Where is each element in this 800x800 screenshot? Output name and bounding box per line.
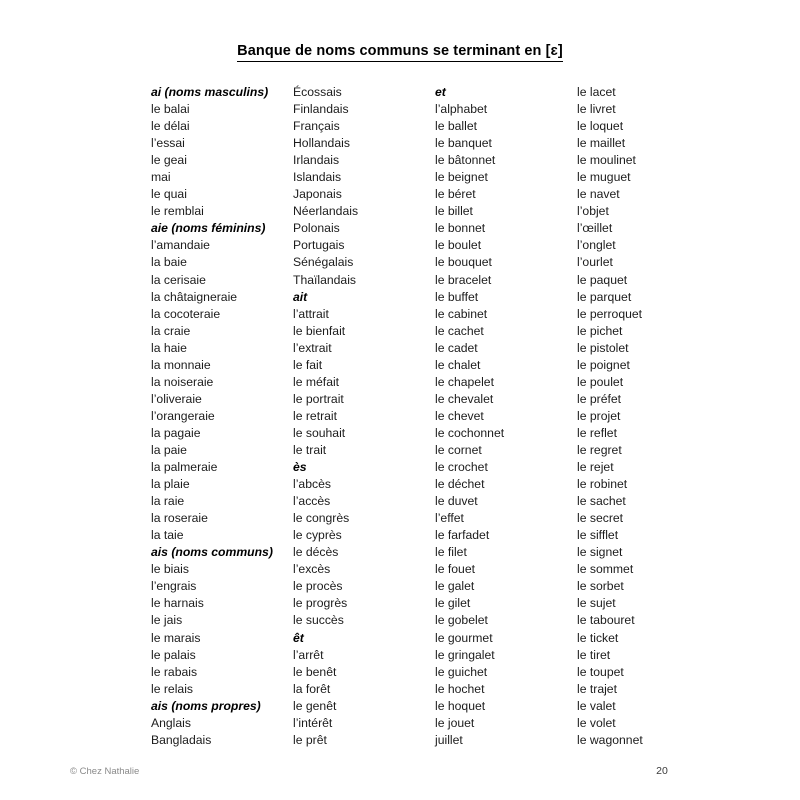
word-entry: le signet: [577, 545, 623, 560]
word-entry: le volet: [577, 715, 616, 730]
word-entry: Bangladais: [151, 732, 212, 747]
category-heading: ès: [293, 460, 307, 475]
word-entry: le navet: [577, 187, 620, 202]
word-entry: l’oliveraie: [151, 391, 202, 406]
word-entry: le gobelet: [435, 613, 488, 628]
word-entry: le ballet: [435, 119, 478, 134]
word-entry: Finlandais: [293, 102, 349, 117]
word-entry: le cochonnet: [435, 425, 505, 440]
word-entry: Néerlandais: [293, 204, 359, 219]
word-entry: le sommet: [577, 562, 634, 577]
word-entry: la châtaigneraie: [151, 289, 238, 304]
word-entry: le trajet: [577, 681, 617, 696]
word-entry: Thaïlandais: [293, 272, 357, 287]
word-entry: le bienfait: [293, 323, 346, 338]
category-heading: ais (noms propres): [151, 698, 261, 713]
word-entry: le remblai: [151, 204, 204, 219]
column-4: [577, 84, 767, 749]
word-entry: la pagaie: [151, 425, 201, 440]
word-entry: le palais: [151, 647, 196, 662]
word-entry: le loquet: [577, 119, 624, 134]
word-entry: la haie: [151, 340, 187, 355]
word-entry: le bonnet: [435, 221, 486, 236]
word-entry: Islandais: [293, 170, 342, 185]
word-entry: l’orangeraie: [151, 408, 215, 423]
word-entry: le lacet: [577, 85, 616, 99]
word-entry: l’ourlet: [577, 255, 613, 270]
word-entry: le chapelet: [435, 374, 494, 389]
column-2: [293, 84, 435, 749]
word-entry: la baie: [151, 255, 187, 270]
word-entry: le billet: [435, 204, 473, 219]
word-entry: le rabais: [151, 664, 198, 679]
word-entry: le béret: [435, 187, 476, 202]
category-heading: aie (noms féminins): [151, 221, 266, 236]
footer-page-number-container: [0, 765, 800, 777]
word-entry: le fait: [293, 357, 323, 372]
word-entry: le filet: [435, 545, 467, 560]
word-entry: Français: [293, 119, 340, 134]
word-entry: le duvet: [435, 494, 478, 509]
word-entry: la plaie: [151, 477, 190, 492]
word-entry: le jais: [151, 613, 183, 628]
word-entry: le décès: [293, 545, 339, 560]
word-entry: le farfadet: [435, 528, 490, 543]
word-entry: le regret: [577, 442, 622, 457]
category-heading: et: [435, 85, 446, 99]
word-entry: le cadet: [435, 340, 478, 355]
word-entry: le prêt: [293, 732, 327, 747]
word-entry: le crochet: [435, 460, 488, 475]
word-entry: mai: [151, 170, 171, 185]
word-entry: la monnaie: [151, 357, 211, 372]
page-title-container: [0, 42, 800, 62]
word-entry: le paquet: [577, 272, 628, 287]
word-entry: le galet: [435, 579, 475, 594]
word-entry: le bouquet: [435, 255, 492, 270]
word-list-columns: [151, 84, 771, 749]
word-entry: le geai: [151, 153, 187, 168]
word-entry: la cocoteraie: [151, 306, 221, 321]
word-entry: le valet: [577, 698, 616, 713]
word-entry: le banquet: [435, 136, 492, 151]
word-entry: le livret: [577, 102, 616, 117]
word-entry: le retrait: [293, 408, 338, 423]
word-entry: l’arrêt: [293, 647, 324, 662]
word-entry: le poignet: [577, 357, 630, 372]
footer-page-number: 20: [656, 765, 668, 777]
word-entry: la palmeraie: [151, 460, 218, 475]
word-entry: le pistolet: [577, 340, 629, 355]
word-entry: le benêt: [293, 664, 337, 679]
word-entry: le chevalet: [435, 391, 494, 406]
word-entry: le souhait: [293, 425, 346, 440]
word-entry: l’effet: [435, 511, 464, 526]
word-entry: le parquet: [577, 289, 632, 304]
word-entry: le muguet: [577, 170, 631, 185]
word-entry: le tiret: [577, 647, 611, 662]
word-entry: Anglais: [151, 715, 191, 730]
word-entry: le reflet: [577, 425, 617, 440]
word-entry: le hochet: [435, 681, 485, 696]
word-entry: le biais: [151, 562, 189, 577]
word-entry: l’amandaie: [151, 238, 210, 253]
word-entry: le déchet: [435, 477, 485, 492]
word-entry: le congrès: [293, 511, 350, 526]
word-entry: le genêt: [293, 698, 337, 713]
category-heading: êt: [293, 630, 304, 645]
footer-copyright: © Chez Nathalie: [70, 766, 140, 777]
word-entry: le projet: [577, 408, 621, 423]
word-entry: l’onglet: [577, 238, 616, 253]
word-entry: le harnais: [151, 596, 204, 611]
word-entry: le ticket: [577, 630, 619, 645]
word-entry: la noiseraie: [151, 374, 214, 389]
word-entry: l’alphabet: [435, 102, 488, 117]
word-entry: la roseraie: [151, 511, 208, 526]
word-entry: le robinet: [577, 477, 628, 492]
word-entry: Japonais: [293, 187, 342, 202]
word-entry: le perroquet: [577, 306, 643, 321]
word-entry: le wagonnet: [577, 732, 643, 747]
word-entry: le fouet: [435, 562, 475, 577]
category-heading: ai (noms masculins): [151, 85, 269, 99]
word-entry: le méfait: [293, 374, 340, 389]
category-heading: ais (noms communs): [151, 545, 273, 560]
word-entry: le bâtonnet: [435, 153, 496, 168]
word-entry: le maillet: [577, 136, 626, 151]
word-entry: le relais: [151, 681, 193, 696]
word-entry: le guichet: [435, 664, 488, 679]
word-entry: le jouet: [435, 715, 475, 730]
word-entry: la forêt: [293, 681, 331, 696]
word-entry: le trait: [293, 442, 327, 457]
word-entry: le cachet: [435, 323, 484, 338]
column-1: [151, 84, 293, 749]
word-entry: le moulinet: [577, 153, 636, 168]
word-entry: le balai: [151, 102, 190, 117]
word-entry: l’engrais: [151, 579, 197, 594]
word-entry: le sifflet: [577, 528, 619, 543]
word-entry: le sujet: [577, 596, 616, 611]
word-entry: le progrès: [293, 596, 348, 611]
word-entry: le quai: [151, 187, 187, 202]
word-entry: le poulet: [577, 374, 624, 389]
word-entry: le pichet: [577, 323, 623, 338]
word-entry: l’intérêt: [293, 715, 333, 730]
word-entry: le chevet: [435, 408, 484, 423]
word-entry: le cyprès: [293, 528, 342, 543]
word-entry: le portrait: [293, 391, 344, 406]
word-entry: le procès: [293, 579, 343, 594]
word-entry: le cabinet: [435, 306, 488, 321]
word-entry: l’extrait: [293, 340, 332, 355]
word-entry: l’excès: [293, 562, 331, 577]
word-entry: le beignet: [435, 170, 488, 185]
word-entry: l’abcès: [293, 477, 331, 492]
word-entry: le succès: [293, 613, 344, 628]
word-entry: la cerisaie: [151, 272, 206, 287]
word-entry: le toupet: [577, 664, 624, 679]
word-entry: le cornet: [435, 442, 482, 457]
word-entry: Irlandais: [293, 153, 340, 168]
category-heading: ait: [293, 289, 308, 304]
word-entry: Hollandais: [293, 136, 350, 151]
word-entry: l’essai: [151, 136, 185, 151]
word-entry: la taie: [151, 528, 184, 543]
page-title: Banque de noms communs se terminant en [ɛ]: [237, 42, 563, 62]
word-entry: l’œillet: [577, 221, 613, 236]
word-entry: le rejet: [577, 460, 614, 475]
word-entry: le sachet: [577, 494, 626, 509]
word-entry: le buffet: [435, 289, 479, 304]
word-entry: le marais: [151, 630, 201, 645]
word-entry: le délai: [151, 119, 190, 134]
word-entry: l’objet: [577, 204, 609, 219]
word-entry: le préfet: [577, 391, 622, 406]
word-entry: le gringalet: [435, 647, 495, 662]
word-entry: Sénégalais: [293, 255, 354, 270]
word-entry: Écossais: [293, 85, 342, 99]
word-entry: le gourmet: [435, 630, 493, 645]
word-entry: juillet: [435, 732, 463, 747]
word-entry: le boulet: [435, 238, 482, 253]
word-entry: le hoquet: [435, 698, 486, 713]
word-entry: Portugais: [293, 238, 345, 253]
word-entry: la raie: [151, 494, 185, 509]
word-entry: Polonais: [293, 221, 340, 236]
word-entry: l’attrait: [293, 306, 329, 321]
column-3: [435, 84, 577, 749]
word-entry: le gilet: [435, 596, 471, 611]
word-entry: le secret: [577, 511, 624, 526]
word-entry: le bracelet: [435, 272, 492, 287]
word-entry: la craie: [151, 323, 191, 338]
word-entry: l’accès: [293, 494, 331, 509]
word-entry: la paie: [151, 442, 187, 457]
word-entry: le chalet: [435, 357, 481, 372]
word-entry: le sorbet: [577, 579, 624, 594]
word-entry: le tabouret: [577, 613, 635, 628]
